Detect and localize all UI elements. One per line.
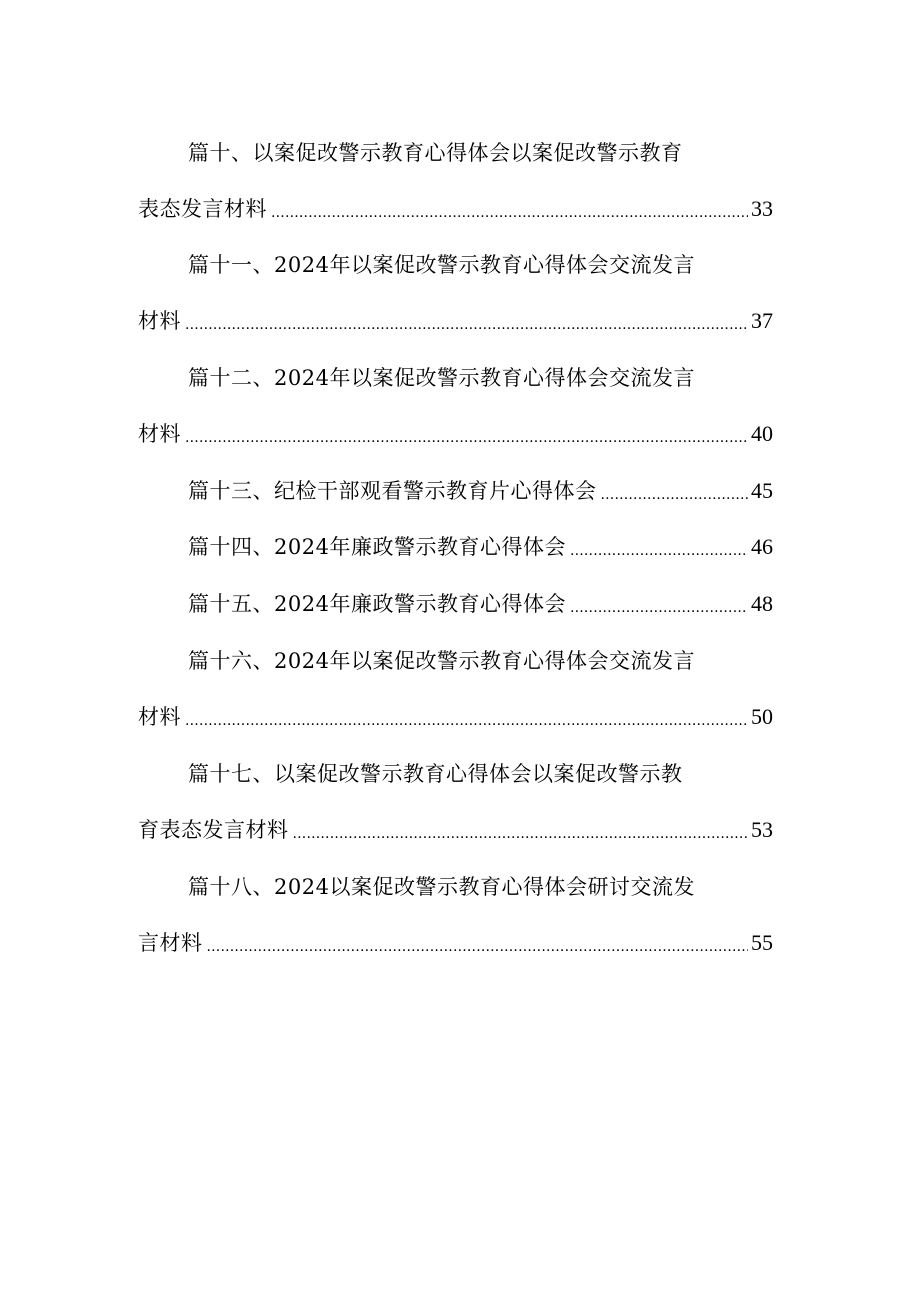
toc-entry-title: 篇十二、2024年以案促改警示教育心得体会交流发言 bbox=[188, 366, 695, 390]
toc-entry-title: 篇十、以案促改警示教育心得体会以案促改警示教育 bbox=[188, 141, 683, 165]
dot-leader bbox=[271, 194, 748, 224]
toc-entry-title-cont: 言材料 bbox=[138, 931, 203, 955]
toc-entry-12-line-1[interactable] bbox=[138, 359, 773, 393]
dot-leader bbox=[570, 532, 748, 562]
page-number: 45 bbox=[751, 478, 773, 503]
toc-entry-title: 篇十八、2024以案促改警示教育心得体会研讨交流发 bbox=[188, 875, 695, 899]
dot-leader bbox=[207, 928, 749, 958]
toc-entry-10-line-2[interactable] bbox=[138, 190, 773, 224]
dot-leader bbox=[570, 589, 748, 619]
toc-entry-11-line-2[interactable] bbox=[138, 302, 773, 336]
toc-entry-14[interactable] bbox=[138, 528, 773, 562]
toc-entry-12-line-2[interactable] bbox=[138, 415, 773, 449]
toc-entry-title: 篇十五、2024年廉政警示教育心得体会 bbox=[188, 592, 566, 616]
page-number: 33 bbox=[751, 196, 773, 221]
page-number: 53 bbox=[751, 817, 773, 842]
toc-entry-15[interactable] bbox=[138, 585, 773, 619]
toc-entry-title-cont: 育表态发言材料 bbox=[138, 818, 289, 842]
toc-entry-18-line-1[interactable] bbox=[138, 868, 773, 902]
toc-entry-title-cont: 材料 bbox=[138, 422, 181, 446]
toc-entry-17-line-2[interactable] bbox=[138, 811, 773, 845]
toc-entry-title: 篇十一、2024年以案促改警示教育心得体会交流发言 bbox=[188, 253, 695, 277]
toc-entry-title-cont: 表态发言材料 bbox=[138, 197, 267, 221]
dot-leader bbox=[185, 702, 748, 732]
toc-entry-title: 篇十六、2024年以案促改警示教育心得体会交流发言 bbox=[188, 649, 695, 673]
page-number: 37 bbox=[751, 308, 773, 333]
page-number: 46 bbox=[751, 534, 773, 559]
toc-entry-10-line-1[interactable] bbox=[138, 134, 773, 168]
toc-entry-title-cont: 材料 bbox=[138, 705, 181, 729]
toc-entry-title: 篇十七、以案促改警示教育心得体会以案促改警示教 bbox=[188, 762, 683, 786]
page-number: 40 bbox=[751, 421, 773, 446]
toc-entry-16-line-1[interactable] bbox=[138, 642, 773, 676]
dot-leader bbox=[185, 419, 748, 449]
toc-entry-11-line-1[interactable] bbox=[138, 246, 773, 280]
toc-entry-title: 篇十四、2024年廉政警示教育心得体会 bbox=[188, 535, 566, 559]
toc-entry-title-cont: 材料 bbox=[138, 309, 181, 333]
dot-leader bbox=[185, 306, 748, 336]
page-number: 55 bbox=[751, 930, 773, 955]
toc-entry-16-line-2[interactable] bbox=[138, 698, 773, 732]
toc-entry-18-line-2[interactable] bbox=[138, 924, 773, 958]
page-number: 48 bbox=[751, 591, 773, 616]
toc-entry-title: 篇十三、纪检干部观看警示教育片心得体会 bbox=[188, 479, 597, 503]
toc-entry-13[interactable] bbox=[138, 472, 773, 506]
dot-leader bbox=[601, 476, 749, 506]
page-number: 50 bbox=[751, 704, 773, 729]
dot-leader bbox=[293, 815, 749, 845]
toc-entry-17-line-1[interactable] bbox=[138, 755, 773, 789]
